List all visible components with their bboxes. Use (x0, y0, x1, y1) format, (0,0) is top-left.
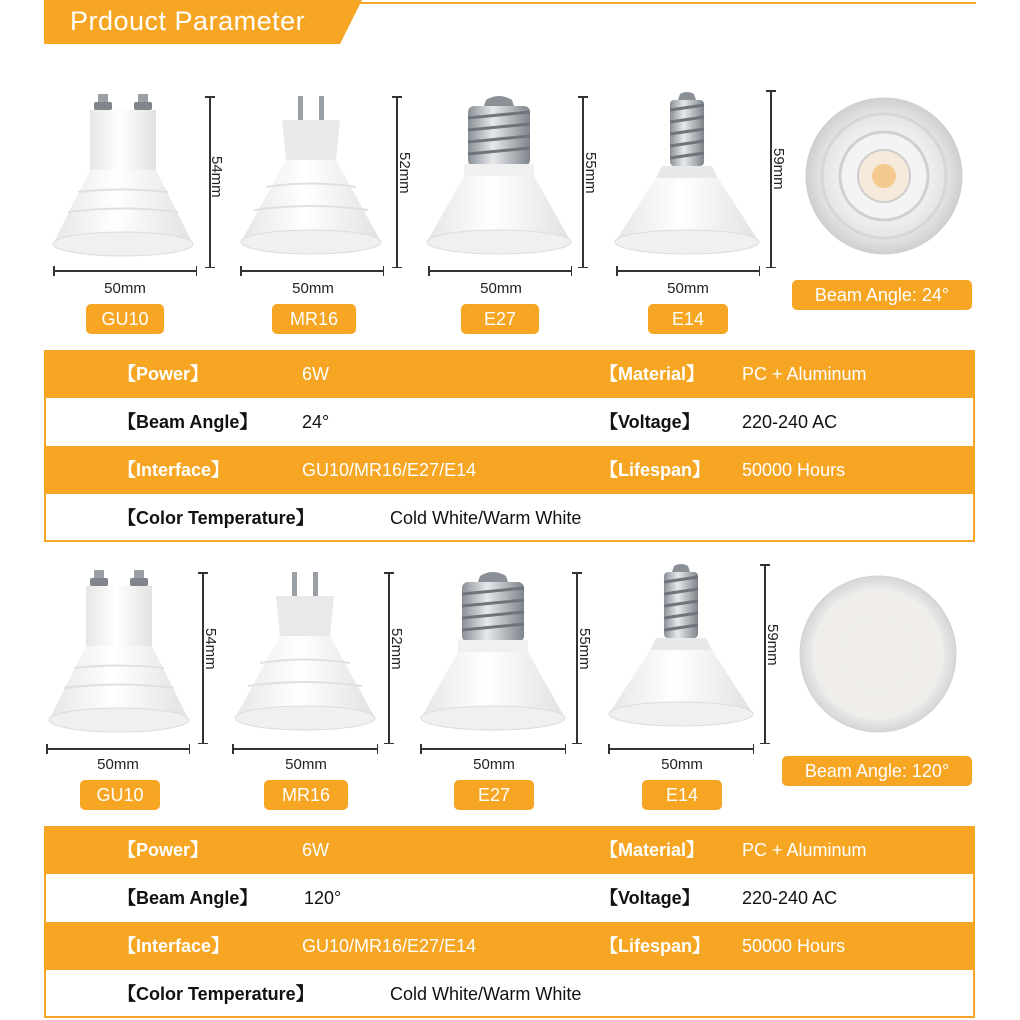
power-label: 【Power】 (118, 364, 209, 384)
base-badge-e14: E14 (642, 780, 722, 810)
width-dimension (53, 266, 197, 276)
voltage-value: 220-240 AC (742, 888, 838, 908)
width-dimension (420, 744, 566, 754)
beam-angle-value: 120° (304, 888, 342, 908)
width-dimension (240, 266, 384, 276)
spec-row-color (44, 970, 975, 1018)
base-badge-mr16: MR16 (272, 304, 356, 334)
bulb-front-lens-image (804, 96, 964, 256)
material-value: PC + Aluminum (742, 364, 867, 384)
width-label: 50mm (667, 280, 709, 297)
base-badge-mr16: MR16 (264, 780, 348, 810)
voltage-label: 【Voltage】 (600, 412, 700, 432)
lifespan-label: 【Lifespan】 (600, 936, 711, 956)
beam-angle-badge: Beam Angle: 120° (782, 756, 972, 786)
spec-table-2 (44, 826, 975, 1018)
height-label: 59mm (770, 148, 787, 190)
width-dimension (428, 266, 572, 276)
power-value: 6W (302, 364, 329, 384)
spec-row-beam (44, 398, 975, 446)
width-label: 50mm (473, 756, 515, 773)
height-label: 54mm (208, 156, 225, 198)
color-temperature-value: Cold White/Warm White (390, 984, 582, 1004)
spec-row-power (44, 826, 975, 874)
spec-row-beam (44, 874, 975, 922)
width-label: 50mm (292, 280, 334, 297)
width-label: 50mm (661, 756, 703, 773)
mr16-bulb-image (230, 568, 380, 743)
lifespan-label: 【Lifespan】 (600, 460, 711, 480)
width-dimension (46, 744, 190, 754)
base-badge-e14: E14 (648, 304, 728, 334)
mr16-bulb-image (236, 92, 386, 267)
width-label: 50mm (285, 756, 327, 773)
height-label: 54mm (202, 628, 219, 670)
bulb-front-frosted-image (798, 574, 958, 734)
e14-bulb-image (612, 92, 762, 267)
spec-table-1 (44, 350, 975, 542)
spec-row-interface (44, 446, 975, 494)
material-label: 【Material】 (600, 364, 705, 384)
width-label: 50mm (97, 756, 139, 773)
e14-bulb-image (606, 564, 756, 739)
height-label: 55mm (582, 152, 599, 194)
lifespan-value: 50000 Hours (742, 460, 846, 480)
gu10-bulb-image (44, 568, 194, 743)
height-label: 52mm (388, 628, 405, 670)
e27-bulb-image (418, 568, 568, 743)
interface-value: GU10/MR16/E27/E14 (302, 936, 477, 956)
beam-angle-badge: Beam Angle: 24° (792, 280, 972, 310)
color-temperature-label: 【Color Temperature】 (118, 984, 314, 1004)
e27-bulb-image (424, 92, 574, 267)
width-dimension (616, 266, 760, 276)
beam-angle-label: 【Beam Angle】 (118, 412, 258, 432)
base-badge-e27: E27 (454, 780, 534, 810)
voltage-label: 【Voltage】 (600, 888, 700, 908)
spec-row-interface (44, 922, 975, 970)
width-label: 50mm (104, 280, 146, 297)
color-temperature-label: 【Color Temperature】 (118, 508, 314, 528)
voltage-value: 220-240 AC (742, 412, 838, 432)
beam-angle-label: 【Beam Angle】 (118, 888, 258, 908)
beam-angle-value: 24° (302, 412, 330, 432)
power-value: 6W (302, 840, 329, 860)
interface-label: 【Interface】 (118, 936, 230, 956)
spec-row-color (44, 494, 975, 542)
height-label: 52mm (396, 152, 413, 194)
height-label: 55mm (576, 628, 593, 670)
power-label: 【Power】 (118, 840, 209, 860)
lifespan-value: 50000 Hours (742, 936, 846, 956)
spec-row-power (44, 350, 975, 398)
width-dimension (232, 744, 378, 754)
base-badge-e27: E27 (461, 304, 539, 334)
gu10-bulb-image (48, 92, 198, 267)
page-title: Prdouct Parameter (70, 6, 306, 36)
material-label: 【Material】 (600, 840, 705, 860)
width-dimension (608, 744, 754, 754)
color-temperature-value: Cold White/Warm White (390, 508, 582, 528)
base-badge-gu10: GU10 (86, 304, 164, 334)
width-label: 50mm (480, 280, 522, 297)
header-divider (354, 2, 976, 4)
height-label: 59mm (764, 624, 781, 666)
interface-label: 【Interface】 (118, 460, 230, 480)
header-banner (44, 0, 362, 44)
base-badge-gu10: GU10 (80, 780, 160, 810)
material-value: PC + Aluminum (742, 840, 867, 860)
interface-value: GU10/MR16/E27/E14 (302, 460, 477, 480)
